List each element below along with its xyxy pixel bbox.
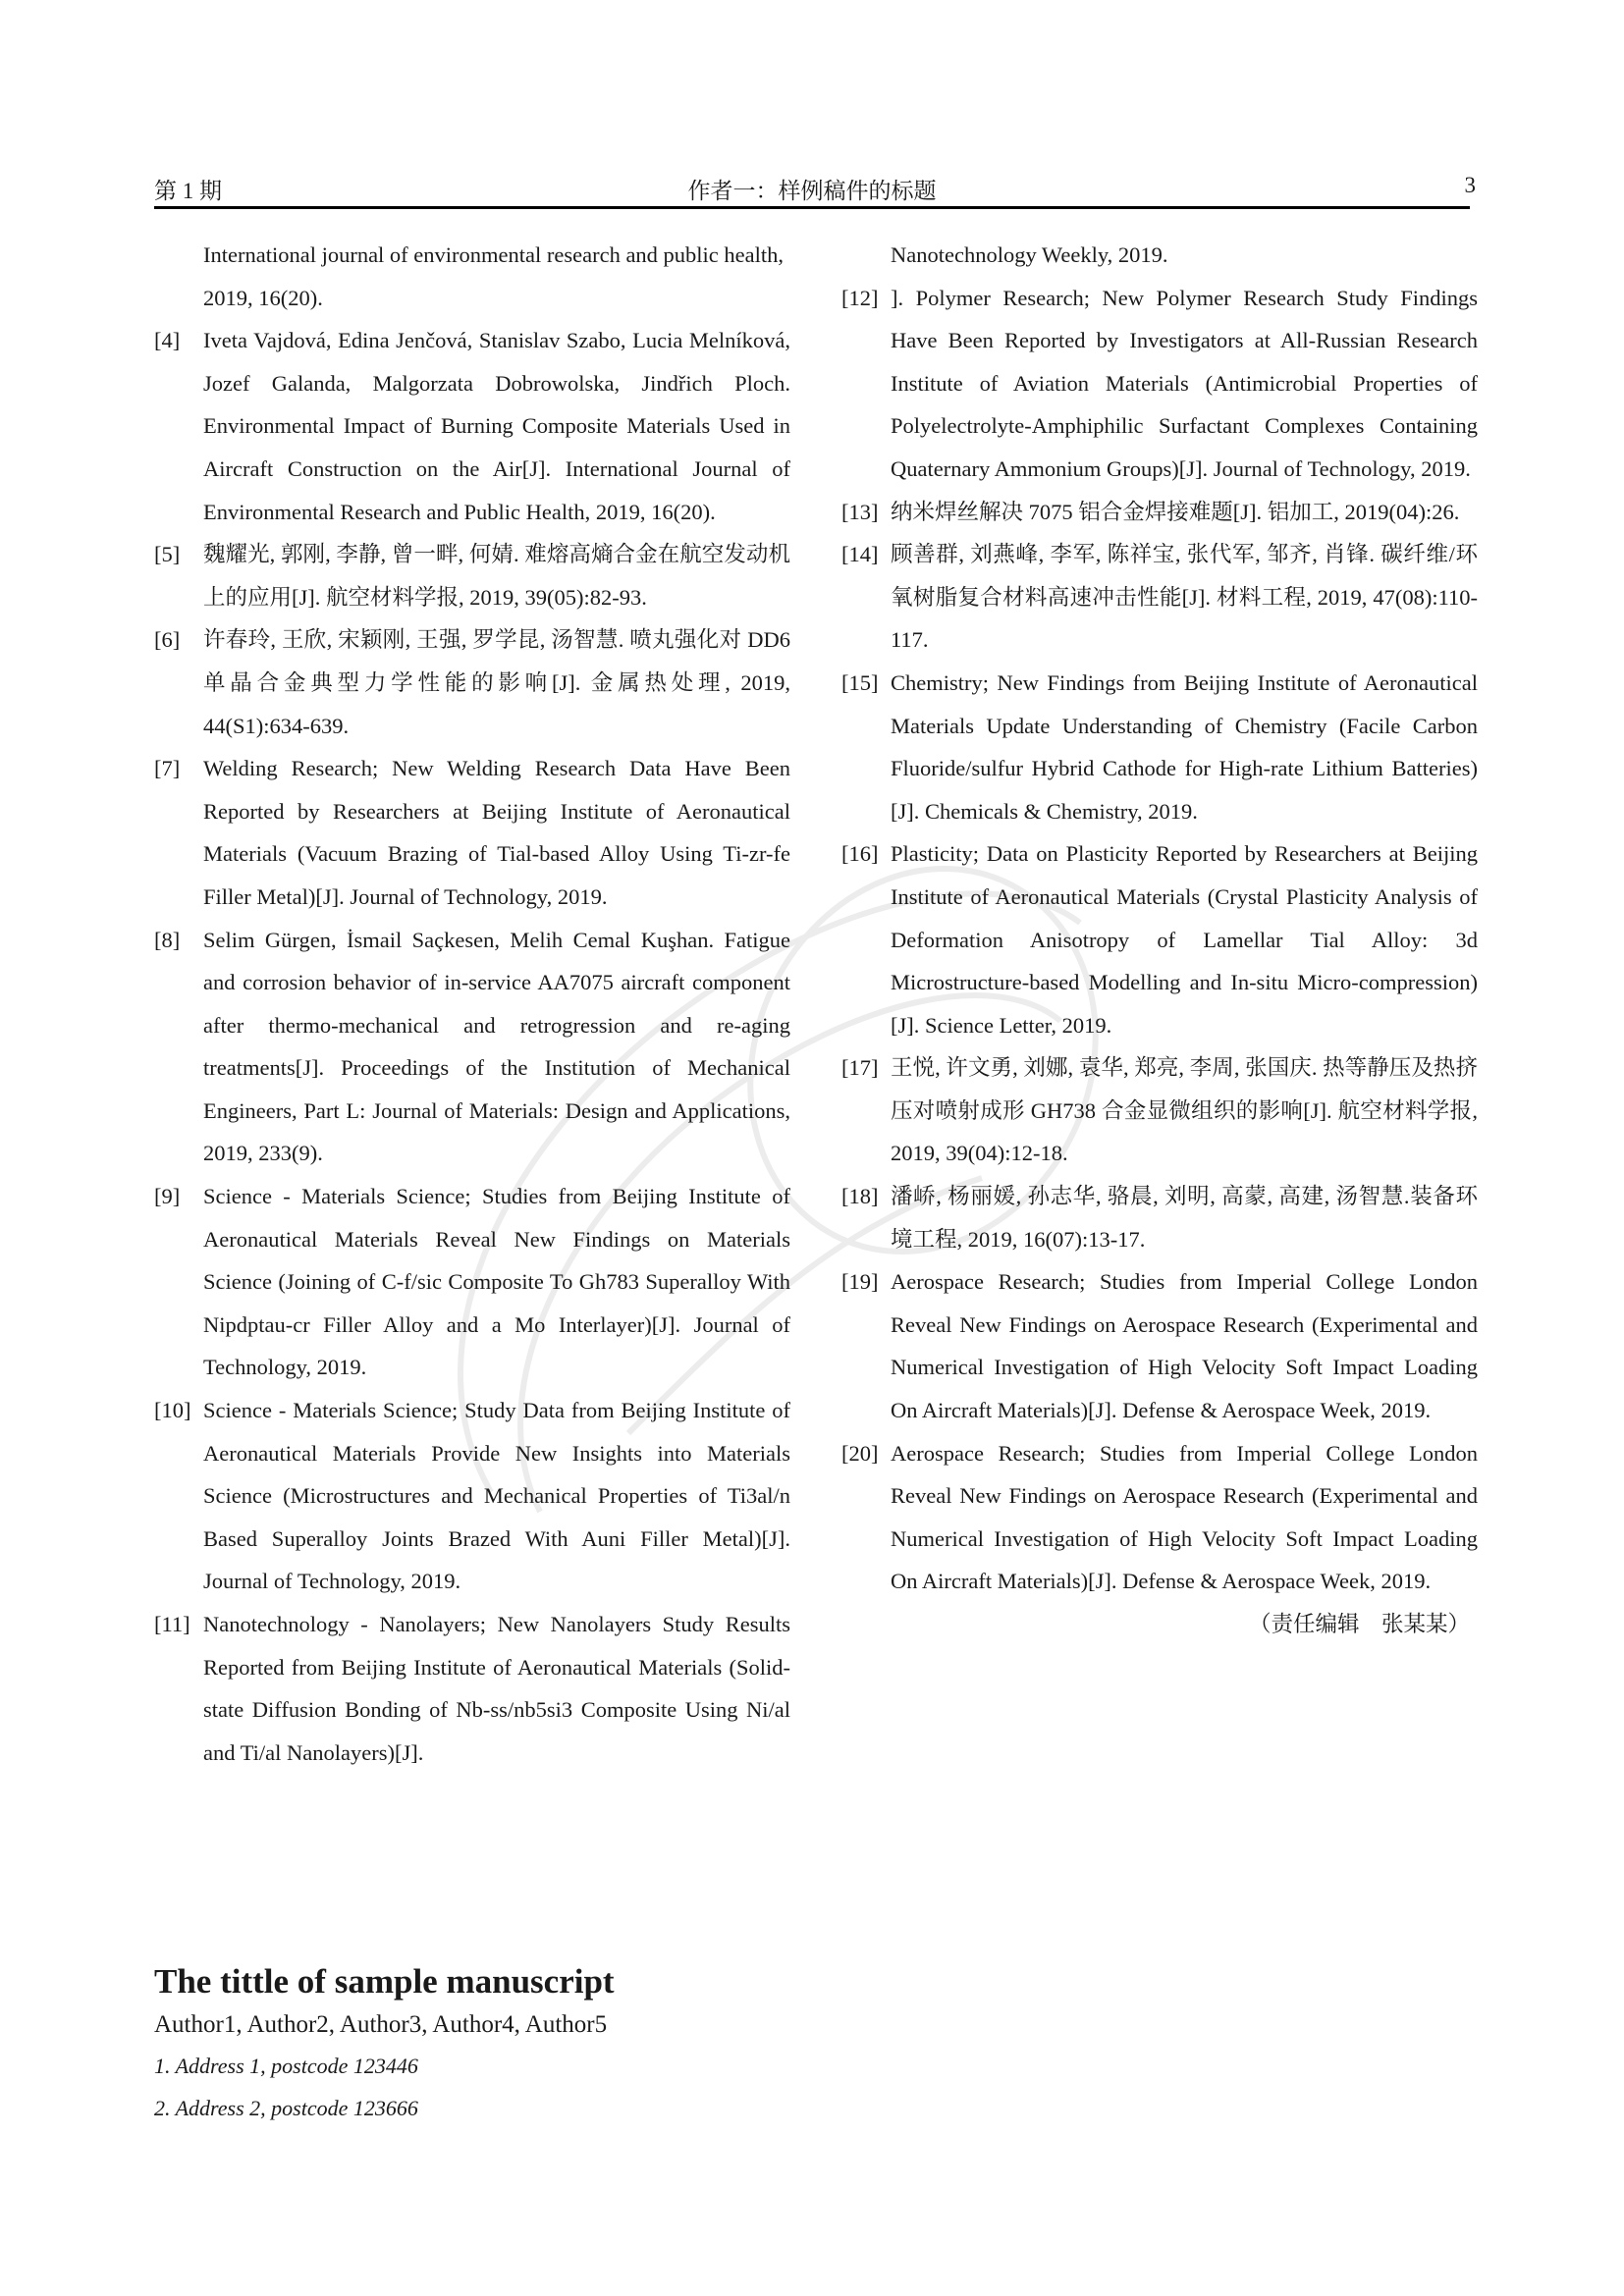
reference-text: 王悦, 许文勇, 刘娜, 袁华, 郑亮, 李周, 张国庆. 热等静压及热挤压对喷射成形 GH738 合金显微组织的影响[J]. 航空材料学报, 2019, 39(04):12-18.	[891, 1055, 1478, 1166]
address-2: 2. Address 2, postcode 123666	[154, 2096, 418, 2120]
reference-continuation: Nanotechnology Weekly, 2019.	[891, 242, 1168, 267]
reference-number: [18]	[841, 1184, 879, 1209]
references-left-column	[154, 234, 790, 1774]
header-rule	[154, 206, 1470, 209]
reference-number: [4]	[154, 328, 181, 353]
reference-item	[841, 662, 1478, 832]
responsible-editor: （责任编辑 张某某）	[1248, 1612, 1470, 1636]
reference-item	[154, 1603, 790, 1774]
reference-number: [9]	[154, 1184, 181, 1209]
reference-continuation: International journal of environmental research and public health, 2019, 16(20).	[203, 242, 785, 310]
reference-item	[154, 919, 790, 1176]
reference-text: 潘峤, 杨丽媛, 孙志华, 骆晨, 刘明, 高蒙, 高建, 汤智慧.装备环境工程, 2019, 16(07):13-17.	[891, 1184, 1478, 1252]
reference-text: ]. Polymer Research; New Polymer Research Study Findings Have Been Reported by Investigators at All-Russian Research Institute of Aviation Materials (Antimicrobial Properties of Polyelectrolyte-Amphiphilic Surfactant Complexes Containing Quaternary Ammonium Groups)[J]. Journal of Technology, 2019.	[891, 285, 1478, 481]
reference-number: [16]	[841, 841, 879, 867]
reference-number: [14]	[841, 542, 879, 567]
reference-item	[154, 747, 790, 918]
reference-text: 顾善群, 刘燕峰, 李军, 陈祥宝, 张代军, 邹齐, 肖锋. 碳纤维/环氧树脂复合材料高速冲击性能[J]. 材料工程, 2019, 47(08):110-117.	[891, 542, 1478, 653]
reference-text: Science - Materials Science; Study Data from Beijing Institute of Aeronautical Materials Provide New Insights into Materials Science (Microstructures and Mechanical Properties of Ti3al/n Based Superalloy Joints Brazed With Auni Filler Metal)[J]. Journal of Technology, 2019.	[203, 1398, 790, 1594]
reference-text: 许春玲, 王欣, 宋颖刚, 王强, 罗学昆, 汤智慧. 喷丸强化对 DD6 单晶合金典型力学性能的影响[J]. 金属热处理, 2019, 44(S1):634-639.	[203, 627, 790, 738]
reference-number: [15]	[841, 669, 879, 695]
reference-item	[841, 533, 1478, 662]
reference-number: [7]	[154, 756, 181, 781]
reference-number: [11]	[154, 1612, 190, 1636]
reference-number: [6]	[154, 627, 181, 653]
reference-number: [5]	[154, 542, 181, 567]
reference-text: Plasticity; Data on Plasticity Reported by Researchers at Beijing Institute of Aeronautical Materials (Crystal Plasticity Analysis of Deformation Anisotropy of Lamellar Tial Alloy: 3d Microstructure-based Modelling and In-situ Micro-compression)[J]. Science Letter, 2019.	[891, 841, 1478, 1038]
reference-number: [19]	[841, 1269, 879, 1295]
running-header	[154, 167, 1476, 206]
reference-item	[841, 1432, 1478, 1603]
reference-item	[841, 277, 1478, 491]
english-title-block	[154, 1958, 1038, 2129]
reference-text: Chemistry; New Findings from Beijing Institute of Aeronautical Materials Update Understanding of Chemistry (Facile Carbon Fluoride/sulfur Hybrid Cathode for High-rate Lithium Batteries)[J]. Chemicals & Chemistry, 2019.	[891, 669, 1478, 824]
reference-text: Nanotechnology - Nanolayers; New Nanolayers Study Results Reported from Beijing Institute of Aeronautical Materials (Solid-state Diffusion Bonding of Nb-ss/nb5si3 Composite Using Ni/al and Ti/al Nanolayers)[J].	[203, 1612, 790, 1765]
reference-item	[841, 832, 1478, 1046]
reference-item	[154, 1175, 790, 1389]
address-1: 1. Address 1, postcode 123446	[154, 2054, 418, 2078]
reference-text: Selim Gürgen, İsmail Saçkesen, Melih Cemal Kuşhan. Fatigue and corrosion behavior of in-service AA7075 aircraft component after thermo-mechanical and retrogression and re-aging treatments[J]. Proceedings of the Institution of Mechanical Engineers, Part L: Journal of Materials: Design and Applications, 2019, 233(9).	[203, 927, 790, 1166]
reference-item	[154, 319, 790, 533]
reference-item	[841, 1175, 1478, 1260]
english-authors: Author1, Author2, Author3, Author4, Author5	[154, 2011, 608, 2038]
reference-text: Aerospace Research; Studies from Imperial College London Reveal New Findings on Aerospace Research (Experimental and Numerical Investigation of High Velocity Soft Impact Loading On Aircraft Materials)[J]. Defense & Aerospace Week, 2019.	[891, 1269, 1478, 1423]
reference-item	[154, 533, 790, 618]
reference-number: [20]	[841, 1440, 879, 1466]
references-right-column	[841, 234, 1478, 1646]
reference-text: Aerospace Research; Studies from Imperial College London Reveal New Findings on Aerospace Research (Experimental and Numerical Investigation of High Velocity Soft Impact Loading On Aircraft Materials)[J]. Defense & Aerospace Week, 2019.	[891, 1440, 1478, 1594]
reference-item	[841, 1260, 1478, 1431]
reference-text: Welding Research; New Welding Research Data Have Been Reported by Researchers at Beijing Institute of Aeronautical Materials (Vacuum Brazing of Tial-based Alloy Using Ti-zr-fe Filler Metal)[J]. Journal of Technology, 2019.	[203, 756, 790, 909]
reference-number: [12]	[841, 285, 879, 310]
reference-text: Iveta Vajdová, Edina Jenčová, Stanislav Szabo, Lucia Melníková, Jozef Galanda, Malgorzata Dobrowolska, Jindřich Ploch. Environmental Impact of Burning Composite Materials Used in Aircraft Construction on the Air[J]. International Journal of Environmental Research and Public Health, 2019, 16(20).	[203, 328, 790, 524]
reference-item	[841, 491, 1478, 534]
reference-text: 魏耀光, 郭刚, 李静, 曾一畔, 何婧. 难熔高熵合金在航空发动机上的应用[J]. 航空材料学报, 2019, 39(05):82-93.	[203, 542, 790, 610]
reference-text: Science - Materials Science; Studies from Beijing Institute of Aeronautical Materials Reveal New Findings on Materials Science (Joining of C-f/sic Composite To Gh783 Superalloy With Nipdptau-cr Filler Alloy and a Mo Interlayer)[J]. Journal of Technology, 2019.	[203, 1184, 790, 1380]
english-title: The tittle of sample manuscript	[154, 1962, 615, 2001]
issue-label: 第 1 期	[154, 179, 222, 203]
reference-number: [8]	[154, 927, 181, 952]
running-title: 作者一：样例稿件的标题	[687, 179, 937, 203]
reference-item	[154, 1389, 790, 1603]
reference-number: [13]	[841, 499, 879, 524]
reference-item	[841, 1046, 1478, 1175]
reference-item	[154, 618, 790, 747]
reference-text: 纳米焊丝解决 7075 铝合金焊接难题[J]. 铝加工, 2019(04):26.	[891, 499, 1460, 524]
reference-number: [10]	[154, 1398, 191, 1423]
page-number: 3	[1464, 173, 1476, 197]
reference-number: [17]	[841, 1055, 879, 1081]
